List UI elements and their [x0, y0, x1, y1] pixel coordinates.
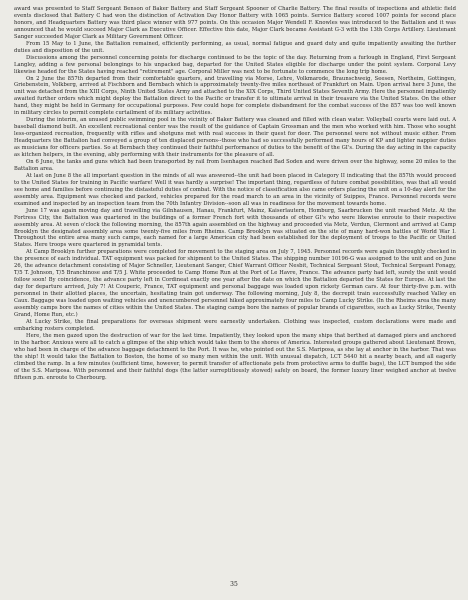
- paragraph-award: award was presented to Staff Sergeant Benson of Baker Battery and Staff Sergeant Spooner of Charlie Battery. The final results of inspections and athletic field events disclosed that Battery C had won the distinction of Activation Day Honor Battery with 1065 points. Service Battery scored 1007 points for second place honors, and Headquarters Battery was third place winner with 977 points. On this occasion Major Wendell F. Knowles was introduced to the Battalion and it was announced that he would succeed Major Clark as Executive Officer. Effective this date, Major Clark became Assistant G-3 with the 13th Corps Artillery. Lieutenant Sanger succeeded Major Clark as Military Government Officer.: [14, 6, 456, 40]
- paragraph-tanks-arrive: On 6 June, the tanks and guns which had been transported by rail from Isenhagen reached Bad Soden and were driven over the highway, some 20 miles to the Battalion area.: [14, 158, 456, 172]
- paragraph-lucky-strike: At Lucky Strike, the final preparations for overseas shipment were earnestly undertaken. Clothing was inspected, custom declarations were made and embarking rosters completed.: [14, 318, 456, 332]
- paragraph-june-17-move: June 17 was again moving day and travelling via Gilnhausen, Hanau, Frankfurt, Mainz, Kaiserlautern, Homburg, Saarbrucken the unit reached Metz. At the Fortress City, the Battalion was quartered in the buildings of a former French fort with thousands of other GI's who were likewise enroute to their respective assembly area. At seven o'clock the following morning, the 857th again assembled on the highway and proceeded via Metz, Verdun, Clermont and arrived at Camp Brooklyn the designated assembly area some twenty-five miles from Rheims. Camp Brooklyn was situated on the site of many hard-won battles of World War I. Throughout the entire area many such camps, each named for a large American city had been established for the deployment of troops to the Pacific or United States. Here troops were quartered in pyramidal tents.: [14, 207, 456, 249]
- paragraph-category-two: At last on June 8 the all important question in the minds of all was answered--the unit had been placed in Category II indicating that the 857th would proceed to the United States for training in Pacific warfare! Well it was hardly a surprise! The important thing, regardless of future combat possibilities, was that all would see home and families before continuing the distasteful duties of combat. With the notice of classification also came orders placing the unit on a 10-day alert for the assembly area. Equipment was checked and packed, vehicles prepared for the road march to an area in the vicinity of Suippes, France. Personnel records were examined and inspected by an inspection team from the 70th Infantry Division--soon all was in readiness for the movement towards home.: [14, 172, 456, 207]
- body-text: [14, 6, 456, 574]
- paragraph-waiting: From 15 May to 1 June, the Battalion remained, efficiently performing, as usual, normal fatigue and guard duty and quite impatiently awaiting the further duties and disposition of the unit.: [14, 40, 456, 54]
- page-number: 35: [230, 581, 238, 588]
- paragraph-discharge-points: Discussions among the personnel concerning points for discharge continued to be the topic of the day. Returning from a furlough in England, First Sergeant Langley, adding a few personal belongings to his unpacked bag, departed for the United States eligible for discharge under the point system. Corporal Levy likewise headed for the States having reached "retirement" age. Corporal Miller was next to be fortunate to commence the long trip home.: [14, 54, 456, 75]
- paragraph-embarkation: Here, the men gazed upon the destruction of war for the last time. Impatiently, they looked upon the many ships that berthed at damaged piers and anchored in the harbor. Anxious were all to catch a glimpse of the ship which would take them to the shores of America. Interested groups gathered about Lieutenant Brown, who had been in charge of the advance baggage detachment to the Port. It was he, who pointed out the S.S. Mariposa, as she lay at anchor in the harbor. That was the ship! It would take the Battalion to Boston, the home of so many men within the unit. With unusual dispatch, LCT 5440 hit a nearby beach, and all eagerly climbed the ramp. In a few minutes (sufficient time, however, to permit transfer of affectionate pets from protective arms to duffle bags), the LCT bumped the side of the S.S. Mariposa. With personnel and their faithful dogs (the latter surreptitiously stowed) safely on board, the former luxury liner weighed anchor at twelve fifteen p.m. enroute to Cherbourg.: [14, 332, 456, 381]
- paragraph-recreation: During the interim, an unused public swimming pool in the vicinity of Baker Battery was cleaned and filled with clean water. Volleyball courts were laid out. A baseball diamond built. An excellent recreational center was the result of the guidance of Captain Grossman and the men who worked with him. Those who sought less-organized recreation, frequently with rifles and shotguns met with real success in their quest for deer. The personnel were not without music either. From Headquarters the Battalion had conveyed a group of ten displaced persons--those who had so successfully performed many hours of KP and lighter nappier duties as musicians for officers parties. So at Bernbach they continued their faithful performance of duties to the benefit of the GI's. During the day acting in the capacity as kitchen helpers, in the evening, ably performing with their instruments for the pleasure of all.: [14, 117, 456, 159]
- paragraph-camp-brooklyn: At Camp Brooklyn further preparations were completed for movement to the staging area on July 7, 1945. Personnel records were again thoroughly checked in the presence of each individual. TAT equipment was packed for shipment to the United States. The shipping number 10196-G was assigned to the unit and on June 26, the advance detachment consisting of Major Schneller, Lieutenant Sanger, Chief Warrant Officer Nesbit, Technical Sergeant Stout, Technical Sergeant Fonagy, T/5 T. Johnson, T/5 Branchinose and T/5 J. White proceeded to Camp Home Run at the Port of Le Havre, France. The advance party had left, surely the unit would follow soon! By coincidence, the advance party left in Cordineat exactly one year after the date on which the Battalion departed the States for Europe. At last the day for departure arrived, July 7! At Couperic, France, TAT equipment and personal baggage was loaded upon rickety German cars. At four thirty-five p.m. with personnel in their allotted places, the uncertain, hesitating train got underway. The following morning, July 8, the decrepit train successfully reached Valley en Caux. Baggage was loaded upon waiting vehicles and unencumbered personnel hiked approximately four miles to Camp Lucky Strike. (In the Rheims area the many assembly camps bore the names of cities within the United States. The staging camps bore the names of popular brands of cigarettes, such as Lucky Strike, Twenty Grand, Home Run, etc.): [14, 249, 456, 318]
- paragraph-june-2-move: On 2 June the 857th departed from their comfortable quarters, and travelling via Morse, Lehre, Volkmarode, Braunschweig, Seesen, Northeim, Gottingen, Griebenstein, Volkberg, arrived at Fischborn and Bernbach which is approximately twenty-five miles northeast of Frankfurt on Main. Upon arrival here 3 June, the unit was detached from the XIII Corps, Ninth United States Army and attached to the XIX Corps, Third United States Seventh Army. Here the personnel impatiently awaited further orders which might deploy the Battalion direct to the Pacific or transfer it to ultimate arrival in their treasure via the United States. On the other hand, they might be held in Germany for occupational purposes. Few could hope for complete disbandment for the combat success of the 857 was too well known in military circles to permit complete curtailment of its military activities.: [14, 75, 456, 117]
